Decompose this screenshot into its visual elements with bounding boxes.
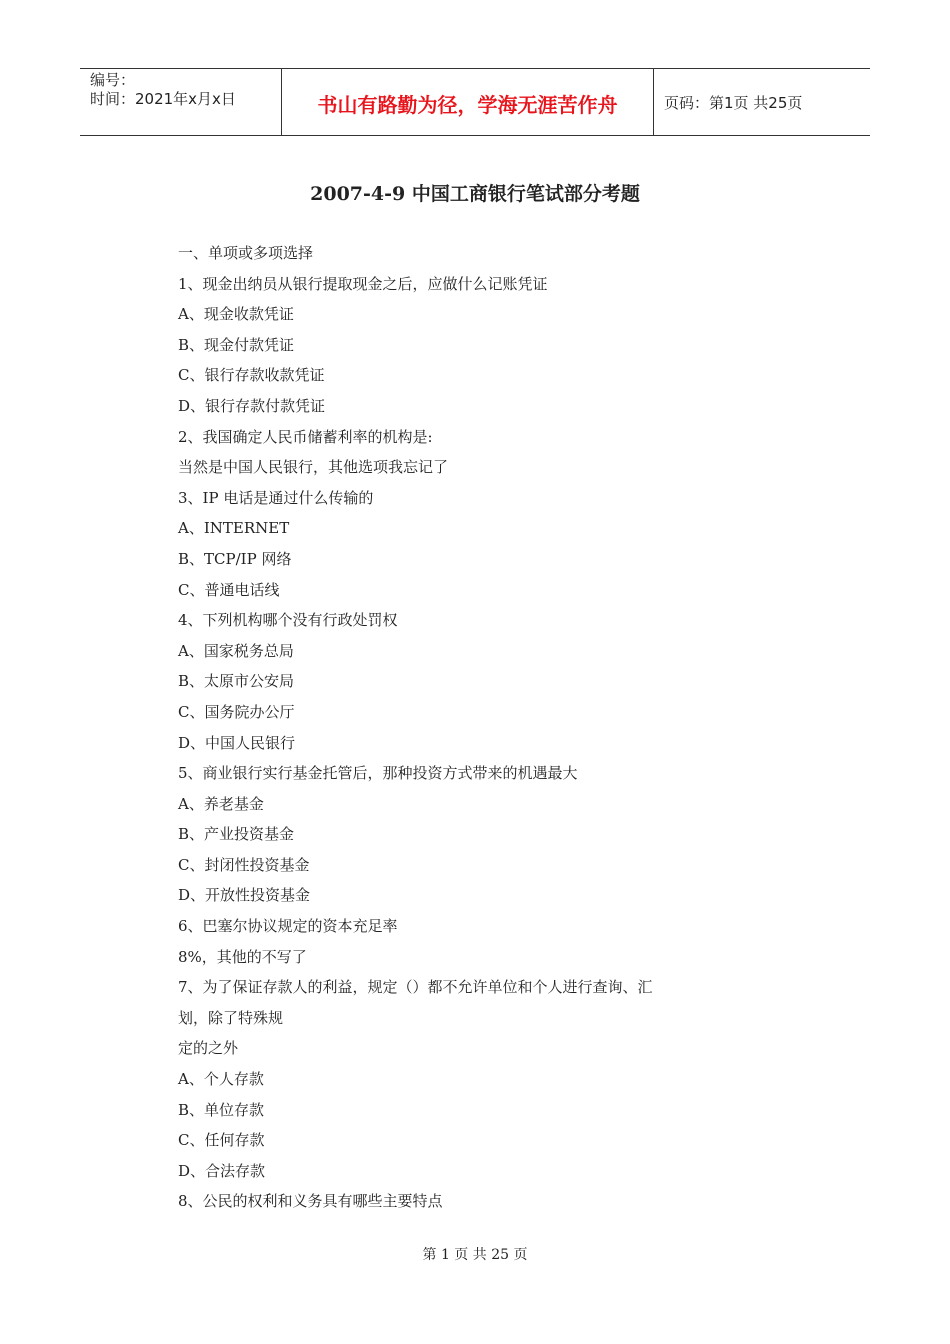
motto-text: 书山有路勤为径，学海无涯苦作舟 [317,92,618,117]
question-body [178,238,738,1217]
text-line: C、银行存款收款凭证 [178,366,325,385]
text-line: B、单位存款 [178,1100,265,1119]
text-line: B、现金付款凭证 [178,335,295,354]
text-line: 8%，其他的不写了 [178,947,307,966]
text-line: 6、巴塞尔协议规定的资本充足率 [178,917,398,936]
text-line: 5、商业银行实行基金托管后，那种投资方式带来的机遇最大 [178,764,578,783]
text-line: C、普通电话线 [178,580,280,599]
number-label: 编号： [90,71,136,89]
text-line: C、国务院办公厅 [178,702,295,721]
text-line: D、银行存款付款凭证 [178,396,326,415]
text-line: B、太原市公安局 [178,672,295,691]
text-line: 3、IP 电话是通过什么传输的 [178,488,374,507]
text-line: D、合法存款 [178,1161,266,1180]
document-header [80,68,870,136]
text-line: 划，除了特殊规 [178,1008,284,1027]
text-line: C、封闭性投资基金 [178,855,310,874]
time-label: 时间：2021年x月x日 [90,90,236,108]
text-line: A、养老基金 [178,794,264,813]
text-line: D、中国人民银行 [178,733,296,752]
page-footer: 第 1 页 共 25 页 [422,1247,528,1263]
text-line: A、INTERNET [178,519,290,538]
document-title: 2007-4-9 中国工商银行笔试部分考题 [310,183,640,205]
header-meta-cell [80,69,281,135]
text-line: 定的之外 [178,1039,239,1058]
text-line: 1、现金出纳员从银行提取现金之后，应做什么记账凭证 [178,274,548,293]
text-line: 8、公民的权利和义务具有哪些主要特点 [178,1192,443,1211]
text-line: B、TCP/IP 网络 [178,549,292,568]
motto-cell [281,69,654,135]
text-line: 当然是中国人民银行，其他选项我忘记了 [178,458,449,477]
page-info-cell [654,69,870,135]
text-line: 4、下列机构哪个没有行政处罚权 [178,611,398,630]
text-line: A、国家税务总局 [178,641,294,660]
text-line: 7、为了保证存款人的利益，规定（）都不允许单位和个人进行查询、汇 [178,978,653,997]
text-line: 一、单项或多项选择 [178,244,314,262]
text-line: A、个人存款 [178,1070,264,1089]
text-line: B、产业投资基金 [178,825,295,844]
text-line: D、开放性投资基金 [178,886,311,905]
page-info-text: 页码：第1页 共25页 [664,93,803,112]
text-line: A、现金收款凭证 [178,305,294,324]
text-line: 2、我国确定人民币储蓄利率的机构是: [178,427,433,446]
text-line: C、任何存款 [178,1131,265,1150]
